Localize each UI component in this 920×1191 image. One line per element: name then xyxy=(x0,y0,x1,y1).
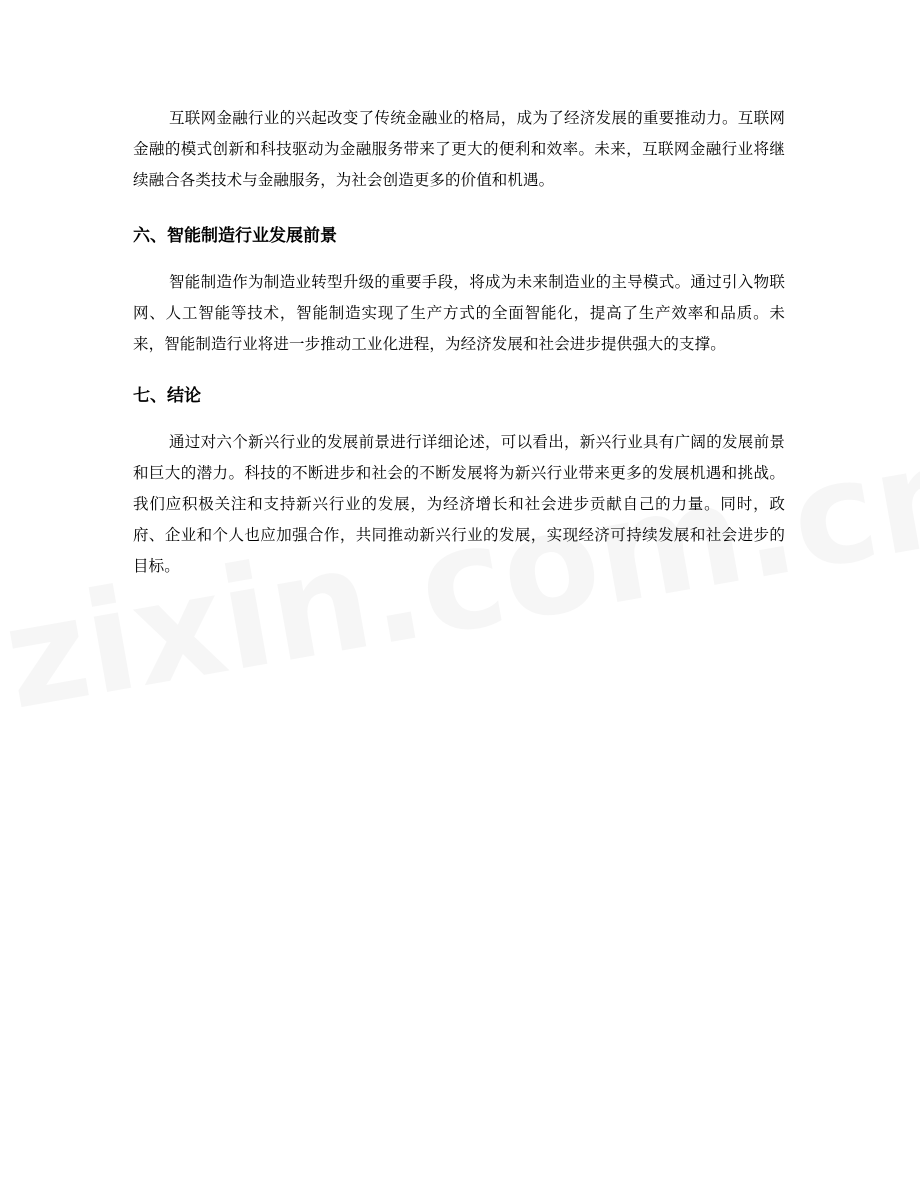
section-7-heading: 七、结论 xyxy=(133,386,201,406)
section-7-paragraph: 通过对六个新兴行业的发展前景进行详细论述，可以看出，新兴行业具有广阔的发展前景和巨大的潜力。科技的不断进步和社会的不断发展将为新兴行业带来更多的发展机遇和挑战。我们应积极关注和支持新兴行业的发展，为经济增长和社会进步贡献自己的力量。同时，政府、企业和个人也应加强合作，共同推动新兴行业的发展，实现经济可持续发展和社会进步的目标。 xyxy=(133,433,785,575)
intro-paragraph: 互联网金融行业的兴起改变了传统金融业的格局，成为了经济发展的重要推动力。互联网金融的模式创新和科技驱动为金融服务带来了更大的便利和效率。未来，互联网金融行业将继续融合各类技术与金融服务，为社会创造更多的价值和机遇。 xyxy=(133,109,785,189)
section-6-heading: 六、智能制造行业发展前景 xyxy=(133,226,337,246)
section-6-paragraph: 智能制造作为制造业转型升级的重要手段，将成为未来制造业的主导模式。通过引入物联网、人工智能等技术，智能制造实现了生产方式的全面智能化，提高了生产效率和品质。未来，智能制造行业将进一步推动工业化进程，为经济发展和社会进步提供强大的支撑。 xyxy=(133,273,785,353)
document-body xyxy=(133,103,785,582)
